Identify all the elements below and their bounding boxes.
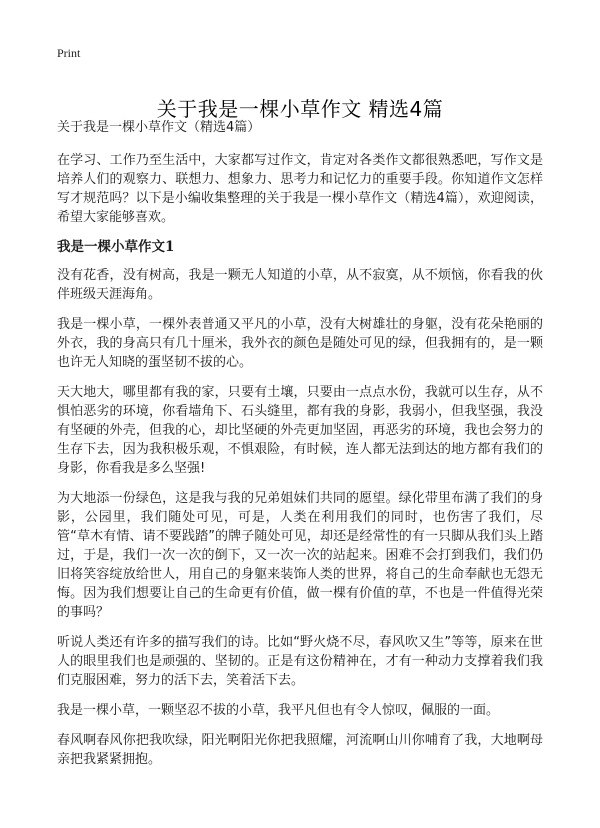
body-paragraph: 天大地大，哪里都有我的家，只要有土壤，只要由一点点水份，我就可以生存，从不惧怕恶劣的环境，你看墙角下、石头缝里，都有我的身影，我弱小，但我坚强，我没有坚硬的外壳，但我的心，却比坚硬的外壳更加坚固，再恶劣的环境，我也会努力的生存下去，因为我积极乐观，不惧艰险，有时候，连人都无法到达的地方都有我们的身影，你看我是多么坚强! <box>57 385 543 476</box>
body-paragraph: 没有花香，没有树高，我是一颗无人知道的小草，从不寂寞，从不烦恼，你看我的伙伴班级天涯海角。 <box>57 268 543 302</box>
body-paragraph: 春风啊春风你把我吹绿，阳光啊阳光你把我照耀，河流啊山川你哺育了我，大地啊母亲把我紧紧拥抱。 <box>57 733 543 767</box>
body-paragraph: 听说人类还有许多的描写我们的诗。比如“野火烧不尽，春风吹又生”等等，原来在世人的眼里我们也是顽强的、坚韧的。正是有这份精神在，才有一种动力支撑着我们我们克服困难，努力的活下去，笑着活下去。 <box>57 635 543 688</box>
intro-paragraph: 在学习、工作乃至生活中，大家都写过作文，肯定对各类作文都很熟悉吧，写作文是培养人们的观察力、联想力、想象力、思考力和记忆力的重要手段。你知道作文怎样写才规范吗？以下是小编收集整理的关于我是一棵小草作文（精选4篇），欢迎阅读，希望大家能够喜欢。 <box>57 153 543 225</box>
body-paragraph: 我是一棵小草，一颗坚忍不拔的小草，我平凡但也有令人惊叹，佩服的一面。 <box>57 703 500 718</box>
article-body <box>57 118 543 780</box>
article-subtitle: 关于我是一棵小草作文（精选4篇） <box>57 120 261 135</box>
body-paragraph: 为大地添一份绿色，这是我与我的兄弟姐妹们共同的愿望。绿化带里布满了我们的身影，公园里，我们随处可见，可是，人类在利用我们的同时，也伤害了我们，尽管“草木有情、请不要践踏”的牌子随处可见，却还是经常性的有一只脚从我们头上踏过，于是，我们一次一次的倒下，又一次一次的站起来。困难不会打到我们，我们仍旧将笑容绽放给世人，用自己的身躯来装饰人类的世界，将自己的生命奉献也无怨无悔。因为我们想要让自己的生命更有价值，做一棵有价值的草，不也是一件值得光荣的事吗？ <box>57 491 543 620</box>
page-title: 关于我是一棵小草作文 精选4篇 <box>156 97 444 122</box>
body-paragraph: 我是一棵小草，一棵外表普通又平凡的小草，没有大树雄壮的身躯，没有花朵艳丽的外衣，我的身高只有几十厘米，我外衣的颜色是随处可见的绿，但我拥有的，是一颗也许无人知晓的蛋坚韧不拔的心。 <box>57 317 543 370</box>
print-link[interactable]: Print <box>57 46 81 60</box>
section-heading: 我是一棵小草作文1 <box>57 239 175 255</box>
